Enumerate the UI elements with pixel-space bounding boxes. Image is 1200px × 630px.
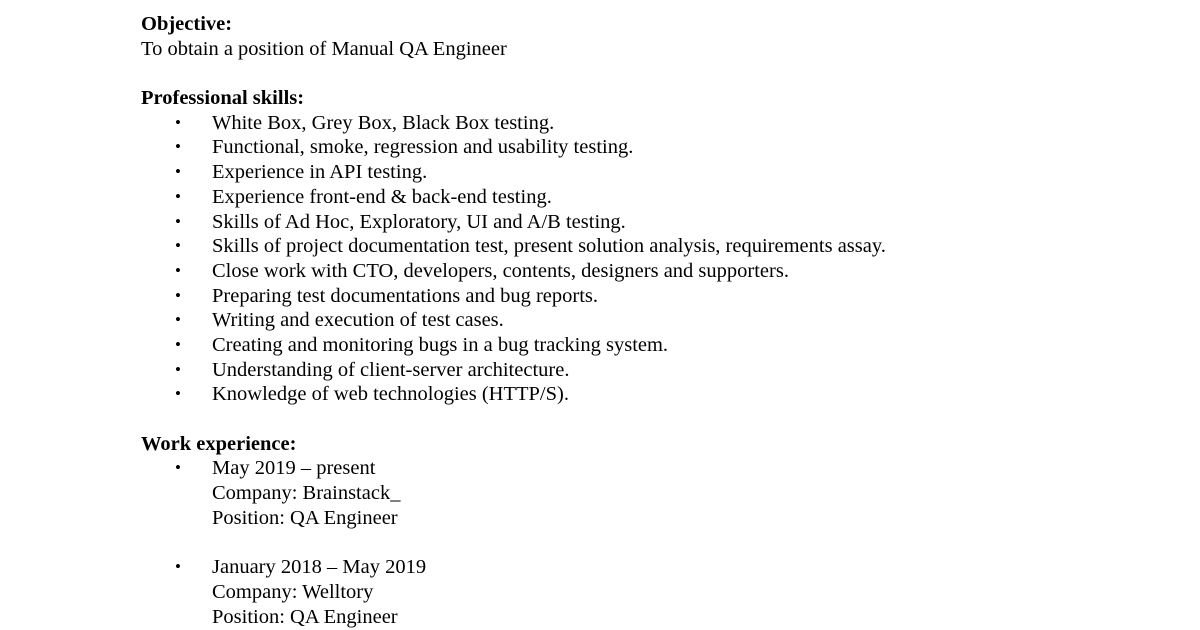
resume-document: [141, 12, 1141, 629]
job-period: May 2019 – present: [212, 457, 376, 480]
skills-heading: Professional skills:: [141, 87, 305, 110]
job-company: Company: Welltory: [212, 580, 374, 603]
skill-text: Experience front-end & back-end testing.: [212, 185, 552, 208]
skill-text: Functional, smoke, regression and usability testing.: [212, 136, 634, 159]
skill-item: [141, 308, 1141, 333]
skill-text: Skills of project documentation test, present solution analysis, requirements assay.: [212, 235, 886, 258]
skill-item: [141, 160, 1141, 185]
job-position: Position: QA Engineer: [212, 506, 398, 529]
bullet-icon: •: [175, 458, 181, 478]
bullet-icon: •: [175, 557, 181, 577]
bullet-icon: •: [175, 112, 181, 132]
job-position: Position: QA Engineer: [212, 605, 398, 628]
skill-item: [141, 185, 1141, 210]
skill-text: Preparing test documentations and bug reports.: [212, 284, 598, 307]
skill-item: [141, 135, 1141, 160]
skill-text: White Box, Grey Box, Black Box testing.: [212, 111, 555, 134]
bullet-icon: •: [175, 359, 181, 379]
bullet-icon: •: [175, 384, 181, 404]
skill-item: [141, 234, 1141, 259]
skill-item: [141, 284, 1141, 309]
skill-item: [141, 210, 1141, 235]
skill-item: [141, 382, 1141, 407]
skill-item: [141, 259, 1141, 284]
skill-item: [141, 111, 1141, 136]
bullet-icon: •: [175, 236, 181, 256]
skills-list: [141, 111, 1141, 407]
bullet-icon: •: [175, 162, 181, 182]
bullet-icon: •: [175, 186, 181, 206]
spacer: [141, 407, 1141, 432]
bullet-icon: •: [175, 260, 181, 280]
job-company: Company: Brainstack_: [212, 482, 401, 505]
spacer: [141, 61, 1141, 86]
skill-text: Creating and monitoring bugs in a bug tracking system.: [212, 333, 669, 356]
job-entry: [141, 456, 1141, 530]
skill-text: Knowledge of web technologies (HTTP/S).: [212, 383, 569, 406]
job-entry: [141, 555, 1141, 629]
skill-text: Close work with CTO, developers, contents, designers and supporters.: [212, 259, 789, 282]
skill-item: [141, 358, 1141, 383]
skill-item: [141, 333, 1141, 358]
job-period: January 2018 – May 2019: [212, 556, 427, 579]
skill-text: Writing and execution of test cases.: [212, 309, 504, 332]
bullet-icon: •: [175, 310, 181, 330]
spacer: [141, 530, 1141, 555]
experience-heading: Work experience:: [141, 432, 297, 455]
skill-text: Understanding of client-server architecture.: [212, 358, 570, 381]
bullet-icon: •: [175, 211, 181, 231]
bullet-icon: •: [175, 285, 181, 305]
objective-heading: Objective:: [141, 13, 233, 35]
bullet-icon: •: [175, 137, 181, 157]
skill-text: Experience in API testing.: [212, 161, 428, 184]
objective-text: To obtain a position of Manual QA Engineer: [141, 37, 507, 60]
bullet-icon: •: [175, 334, 181, 354]
skill-text: Skills of Ad Hoc, Exploratory, UI and A/B testing.: [212, 210, 626, 233]
